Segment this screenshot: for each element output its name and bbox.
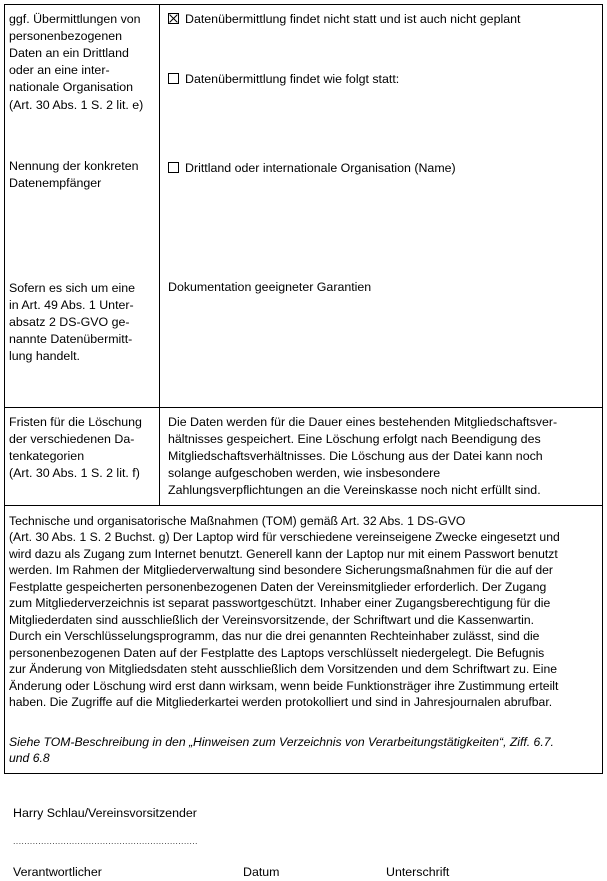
art49-value: Dokumentation geeigneter Garantien <box>168 280 372 294</box>
transfer-option-not-planned[interactable] <box>168 11 598 28</box>
table-border-bottom <box>4 773 603 774</box>
row-divider-1 <box>4 407 603 408</box>
transfer-option-not-planned-label: Datenübermittlung findet nicht statt und ist auch nicht geplant <box>185 12 521 26</box>
table-border-left <box>4 4 5 774</box>
signature-dots: .................................................................. <box>13 836 198 846</box>
checkbox-unchecked[interactable] <box>168 73 179 84</box>
recipient-option[interactable] <box>168 160 598 177</box>
art49-label: Sofern es sich um eine in Art. 49 Abs. 1 Unter- absatz 2 DS-GVO ge- nannte Datenübermitt- lung handelt. <box>9 281 136 364</box>
tom-text: Technische und organisatorische Maßnahmen (TOM) gemäß Art. 32 Abs. 1 DS-GVO (Art. 30 Abs. 1 S. 2 Buchst. g) Der Laptop wird für verschiedene vereinseigene Zwecke eingesetzt und wird dazu als Zugang zum Internet benutzt. Generell kann der Laptop nur mit einem Passwort benutzt werden. Im Rahmen der Mitgliederverwaltung sind besondere Sicherungsmaßnahmen für die auf der Festplatte gespeicherten personenbezogenen Daten der Vereinsmitglieder erforderlich. Der Zugang zum Mitgliederverzeichnis ist separat passwortgeschützt. Inhaber einer Zugangsberechtigung für die Mitgliederdaten sind ausschließlich der Vereinsvorsitzende, der Schriftwart und die Kassenwartin. Durch ein Verschlüsselungsprogramm, das nur die drei genannten Rechteinhaber zulässt, sind die personenbezogenen Daten auf der Festplatte des Laptops verschlüsselt niedergelegt. Die Befugnis zur Änderung von Mitgliedsdaten steht ausschließlich dem Vorsitzenden und dem Schriftwart zu. Eine Änderung oder Löschung wird erst dann wirksam, wenn beide Funktionsträger ihre Zustimmung erteilt haben. Die Zugriffe auf die Mitgliederkartei werden protokolliert und sind in Jahresjournalen abrufbar. <box>9 514 560 710</box>
checkbox-checked[interactable] <box>168 13 179 24</box>
signatory-name: Harry Schlau/Vereinsvorsitzender <box>13 806 197 820</box>
label-responsible: Verantwortlicher <box>13 865 102 879</box>
transfer-option-as-follows[interactable] <box>168 71 598 88</box>
label-date: Datum <box>243 865 280 879</box>
tom-note: Siehe TOM-Beschreibung in den „Hinweisen zum Verzeichnis von Verarbeitungstätigkeiten“, Ziff. 6.7. und 6.8 <box>9 735 554 766</box>
transfer-option-as-follows-label: Datenübermittlung findet wie folgt statt: <box>185 72 400 86</box>
checkbox-unchecked[interactable] <box>168 162 179 173</box>
transfer-label: ggf. Übermittlungen von personenbezogenen Daten an ein Drittland oder an eine inter- nationale Organisation (Art. 30 Abs. 1 S. 2 lit. e) <box>9 12 144 112</box>
column-divider <box>159 4 160 505</box>
deletion-value: Die Daten werden für die Dauer eines bestehenden Mitgliedschaftsver- hältnisses gespeichert. Eine Löschung erfolgt nach Beendigung des Mitgliedschaftsverhältnisses. Die Löschung aus der Datei kann noch solange aufgeschoben werden, wie insbesondere Zahlungsverpflichtungen an die Vereinskasse noch nicht erfüllt sind. <box>168 415 558 498</box>
row-divider-2 <box>4 505 603 506</box>
table-border-top <box>4 4 603 5</box>
label-signature: Unterschrift <box>386 865 450 879</box>
recipient-option-label: Drittland oder internationale Organisation (Name) <box>185 161 456 175</box>
deletion-label: Fristen für die Löschung der verschiedenen Da- tenkategorien (Art. 30 Abs. 1 S. 2 lit. f) <box>9 415 142 481</box>
recipient-label: Nennung der konkreten Datenempfänger <box>9 159 139 191</box>
